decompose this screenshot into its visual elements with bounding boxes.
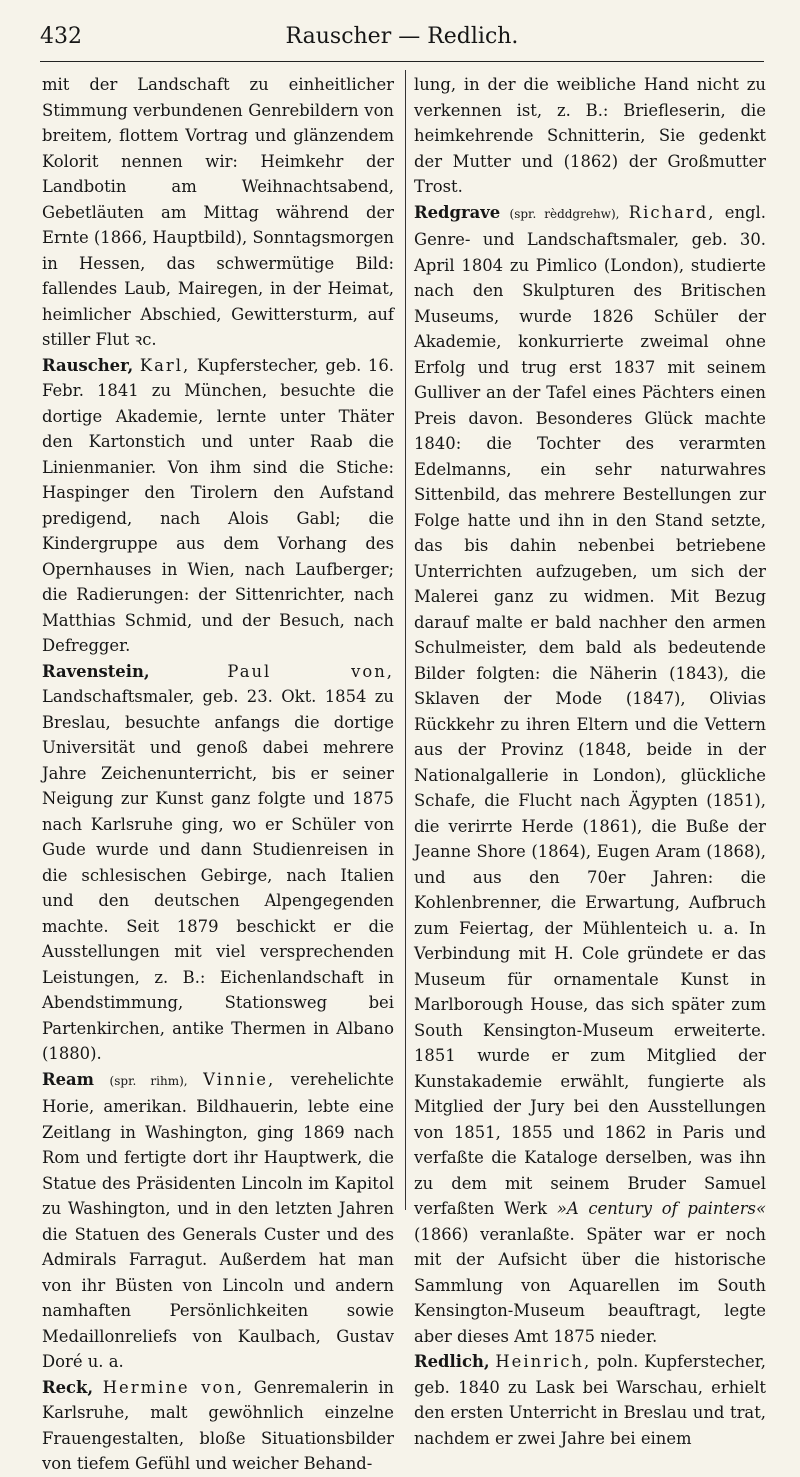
page-number: 432 [40,24,82,49]
continuation-text: lung, in der die weibliche Hand nicht zu verkennen ist, z. B.: Briefleserin, die heimkehrende Schnitterin, Sie gedenkt der Mutter und (1862) der Großmutter Trost. [414,75,766,196]
page-header [40,16,764,56]
entry-pronunciation: (spr. rihm), [109,1073,188,1088]
entry-text: verehelichte Horie, amerikan. Bildhauerin, lebte eine Zeitlang in Washington, ging 1869 nach Rom und fertigte dort ihr Hauptwerk, die Statue des Präsidenten Lincoln im Kapitol zu Washington, und in den letzten Jahren die Statuen des Generals Custer und des Admirals Farragut. Außerdem hat man von ihr Büsten von Lincoln und andern namhaften Persönlichkeiten sowie Medaillonreliefs von Kaulbach, Gustav Doré u. a. [42,1069,394,1371]
header-rule [40,61,764,62]
entry-headword: Redlich, [414,1352,490,1371]
entry-headword: Ravenstein, [42,661,150,681]
entry-text: Genremalerin in Karlsruhe, malt gewöhnlich einzelne Frauengestalten, bloße Situationsbilder von tiefem Gefühl und weicher Behand- [42,1377,394,1473]
entry-name: Karl, [139,355,191,375]
entry-text: Kupferstecher, geb. 16. Febr. 1841 zu München, besuchte die dortige Akademie, lernte unter Thäter den Kartonstich und unter Raab die Linienmanier. Von ihm sind die Stiche: Haspinger den Tirolern den Aufstand predigend, nach Alois Gabl; die Kindergruppe aus dem Vorhang des Opernhauses in Wien, nach Laufberger; die Radierungen: der Sittenrichter, nach Matthias Schmid, und der Besuch, nach Defregger. [42,355,394,655]
left-column [42,72,394,1477]
entry-text: poln. Kupferstecher, geb. 1840 zu Lask bei Warschau, erhielt den ersten Unterricht in Breslau und trat, nachdem er zwei Jahre bei einem [414,1352,766,1448]
entry-redlich [414,1349,766,1451]
entry-name: Paul von, [227,661,394,681]
entry-headword: Redgrave [414,202,501,222]
continuation-text: mit der Landschaft zu einheitlicher Stimmung verbundenen Genrebildern von breitem, flottem Vortrag und glänzendem Kolorit nennen wir: Heimkehr der Landbotin am Weihnachtsabend, Gebetläuten am Mittag während der Ernte (1866, Hauptbild), Sonntagsmorgen in Hessen, das schwermütige Bild: fallendes Laub, Mairegen, in der Heimat, heimlicher Abschied, Gewittersturm, auf stiller Flut ꝛc. [42,75,394,349]
entry-headword: Rauscher, [42,355,134,375]
work-title: »A century of painters« [556,1199,766,1218]
column-divider [405,70,406,1210]
entry-headword: Reck, [42,1377,94,1397]
entry-name: Hermine von, [102,1377,245,1397]
entry-text: Landschaftsmaler, geb. 23. Okt. 1854 zu Breslau, besuchte anfangs die dortige Universität und genoß dabei mehrere Jahre Zeichenunterricht, bis er seiner Neigung zur Kunst ganz folgte und 1875 nach Karlsruhe ging, wo er Schüler von Gude wurde und dann Studienreisen in die schlesischen Gebirge, nach Italien und den deutschen Alpengegenden machte. Seit 1879 beschickt er die Ausstellungen mit viel versprechenden Leistungen, z. B.: Eichenlandschaft in Abendstimmung, Stationsweg bei Partenkirchen, antike Thermen in Albano (1880). [42,687,394,1063]
entry-pronunciation: (spr. rèddgrehw), [509,206,620,221]
entry-name: Vinnie, [203,1069,276,1089]
entry-rauscher [42,353,394,659]
entry-name: Richard, [628,202,716,222]
entry-reck [42,1375,394,1477]
entry-redgrave [414,200,766,1350]
entry-ream [42,1067,394,1375]
entry-name: Heinrich, [495,1352,592,1371]
entry-text-continued: (1866) veranlaßte. Später war er noch mit der Aufsicht über die historische Sammlung von Aquarellen im South Kensington-Museum beauftragt, legte aber dieses Amt 1875 nieder. [414,1224,766,1346]
entry-text: engl. Genre- und Landschaftsmaler, geb. 30. April 1804 zu Pimlico (London), studierte nach den Skulpturen des Britischen Museums, wurde 1826 Schüler der Akademie, konkurrierte zweimal ohne Erfolg und trug erst 1837 mit seinem Gulliver an der Tafel eines Pächters einen Preis davon. Besonderes Glück machte 1840: die Tochter des verarmten Edelmanns, ein sehr naturwahres Sittenbild, das mehrere Bestellungen zur Folge hatte und ihn in den Stand setzte, das bis dahin nebenbei betriebene Unterrichten aufzugeben, um sich der Malerei ganz zu widmen. Mit Bezug darauf malte er bald nachher den armen Schulmeister, dem bald als bedeutende Bilder folgten: die Näherin (1843), die Sklaven der Mode (1847), Olivias Rückkehr zu ihren Eltern und die Vettern aus der Provinz (1848, beide in der Nationalgallerie in London), glückliche Schafe, die Flucht nach Ägypten (1851), die verirrte Herde (1861), die Buße der Jeanne Shore (1864), Eugen Aram (1868), und aus den 70er Jahren: die Kohlenbrenner, die Erwartung, Aufbruch zum Feiertag, der Mühlenteich u. a. In Verbindung mit H. Cole gründete er das Museum für ornamentale Kunst in Marlborough House, das sich später zum South Kensington-Museum erweiterte. 1851 wurde er zum Mitglied der Kunstakademie erwählt, fungierte als Mitglied der Jury bei den Ausstellungen von 1851, 1855 und 1862 in Paris und verfaßte die Kataloge derselben, was ihn zu dem mit seinem Bruder Samuel verfaßten Werk [414,202,766,1218]
running-title: Rauscher — Redlich. [285,24,519,49]
right-column [414,72,766,1451]
entry-ravenstein [42,659,394,1067]
entry-headword: Ream [42,1069,95,1089]
